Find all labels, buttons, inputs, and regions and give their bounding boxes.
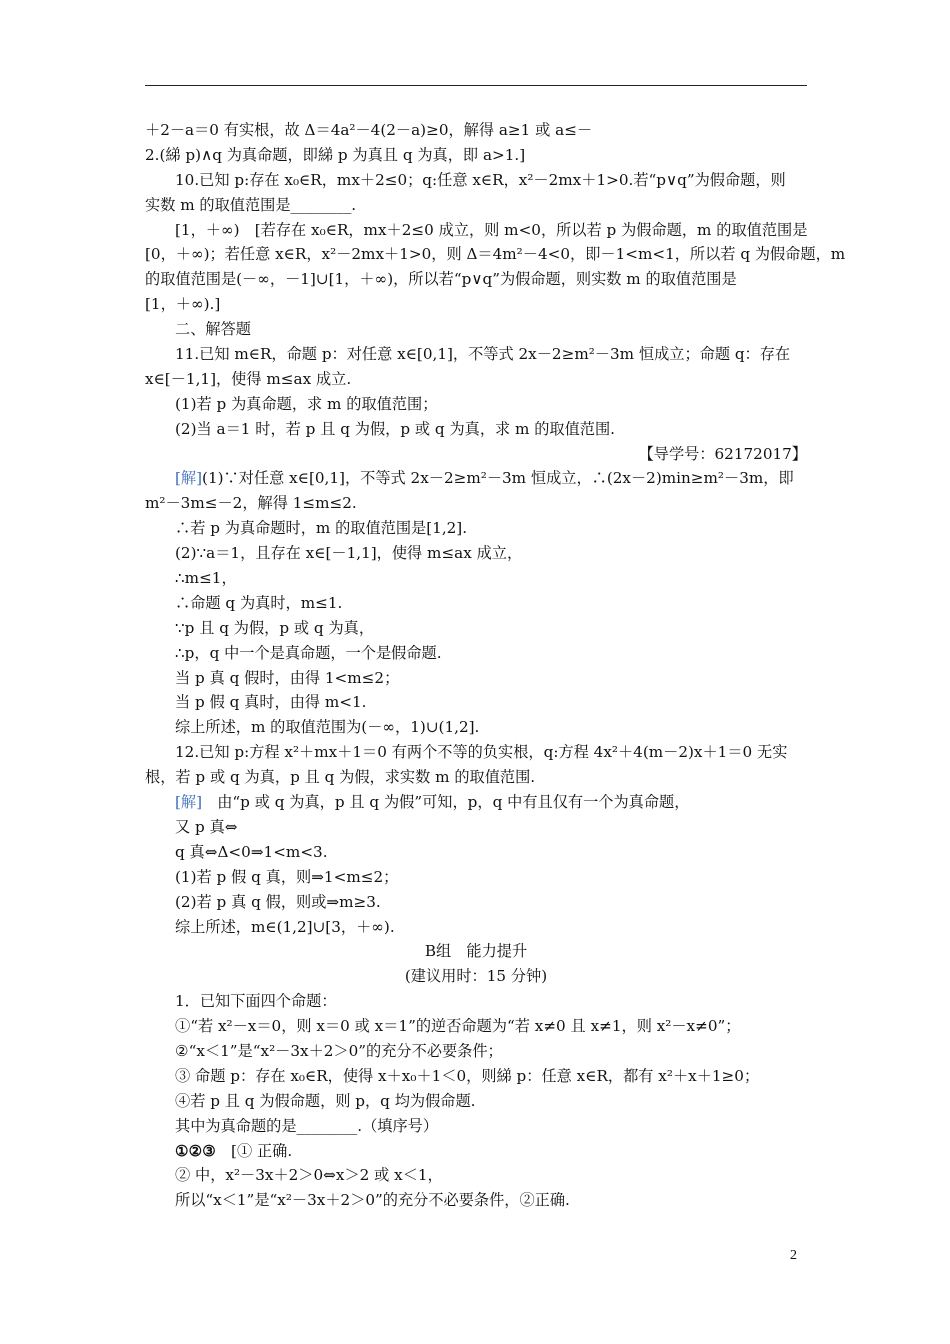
line-text: 综上所述，m 的取值范围为(－∞，1)∪(1,2]. (175, 718, 480, 737)
text-line (145, 1089, 807, 1114)
text-line (145, 168, 807, 193)
text-line (145, 765, 807, 790)
line-text: B组 能力提升 (424, 942, 528, 961)
line-text: 1．已知下面四个命题： (175, 992, 337, 1011)
line-text: [1，＋∞).] (145, 295, 221, 314)
line-text: ∴p，q 中一个是真命题，一个是假命题. (175, 643, 442, 662)
text-line (145, 666, 807, 691)
text-line (145, 367, 807, 392)
page-number: 2 (790, 1248, 797, 1263)
text-line (145, 442, 807, 467)
line-text: 2.(綈 p)∧q 为真命题，即綈 p 为真且 q 为真，即 a>1.] (145, 145, 526, 164)
line-text: q 真⇔Δ<0⇒1<m<3. (175, 842, 328, 861)
line-text: 根，若 p 或 q 为真，p 且 q 为假，求实数 m 的取值范围. (145, 768, 536, 787)
text-line (145, 193, 807, 218)
text-line (145, 118, 807, 143)
line-text: 其中为真命题的是________.（填序号） (175, 1116, 439, 1135)
line-text: ∴若 p 为真命题时，m 的取值范围是[1,2]. (175, 519, 468, 538)
line-text: 综上所述，m∈(1,2]∪[3，＋∞). (175, 917, 395, 936)
text-line (145, 815, 807, 840)
line-text: (1)若 p 为真命题，求 m 的取值范围； (175, 394, 438, 413)
line-text: ∴命题 q 为真时，m≤1. (175, 593, 343, 612)
line-text: ∴m≤1， (175, 569, 237, 588)
line-text: (2)∵a＝1，且存在 x∈[－1,1]，使得 m≤ax 成立， (175, 544, 523, 563)
solution-tag: [解] (175, 793, 203, 812)
line-text: m²－3m≤－2，解得 1≤m≤2. (145, 494, 357, 513)
header-rule (145, 85, 807, 86)
line-text: ③ 命题 p：存在 x₀∈R，使得 x＋x₀＋1＜0，则綈 p：任意 x∈R，都有 x²＋x＋1≥0； (175, 1066, 760, 1085)
line-text: 又 p 真⇔ (175, 817, 238, 836)
text-line (145, 342, 807, 367)
text-line (145, 939, 807, 964)
text-line (145, 491, 807, 516)
text-line (145, 1014, 807, 1039)
line-text: 实数 m 的取值范围是________. (145, 195, 357, 214)
line-text: 10.已知 p:存在 x₀∈R，mx＋2≤0；q:任意 x∈R，x²－2mx＋1>0.若“p∨q”为假命题，则 (175, 170, 786, 189)
line-text: ∵p 且 q 为假，p 或 q 为真， (175, 618, 375, 637)
line-text: (1)若 p 假 q 真，则⇒1<m≤2； (175, 867, 399, 886)
line-text: [① 正确. (215, 1141, 293, 1160)
line-text: (2)当 a＝1 时，若 p 且 q 为假，p 或 q 为真，求 m 的取值范围. (175, 419, 616, 438)
line-text: x∈[－1,1]，使得 m≤ax 成立. (145, 369, 352, 388)
text-line (145, 740, 807, 765)
text-line (145, 143, 807, 168)
text-line (145, 641, 807, 666)
text-line (145, 715, 807, 740)
answer-bold: ①②③ (175, 1141, 216, 1160)
text-line (145, 989, 807, 1014)
text-line (145, 840, 807, 865)
text-line (145, 541, 807, 566)
line-text: (2)若 p 真 q 假，则或⇒m≥3. (175, 892, 381, 911)
solution-tag: [解] (175, 469, 203, 488)
line-text: 当 p 假 q 真时，由得 m<1. (175, 693, 367, 712)
text-line (145, 1139, 807, 1164)
line-text: [1，＋∞) [若存在 x₀∈R，mx＋2≤0 成立，则 m<0，所以若 p 为假命题，m 的取值范围是 (175, 220, 808, 239)
document-body (145, 118, 846, 1213)
line-text: 的取值范围是(－∞，－1]∪[1，＋∞)，所以若“p∨q”为假命题，则实数 m 的取值范围是 (145, 270, 737, 289)
text-line (145, 690, 807, 715)
text-line (145, 392, 807, 417)
line-text: (建议用时：15 分钟) (404, 967, 548, 986)
text-line (145, 865, 807, 890)
line-text: ①“若 x²－x＝0，则 x＝0 或 x＝1”的逆否命题为“若 x≠0 且 x≠1，则 x²－x≠0”； (175, 1017, 741, 1036)
text-line (145, 566, 807, 591)
line-text: 【导学号：62172017】 (638, 444, 807, 463)
text-line (145, 267, 807, 292)
text-line (145, 417, 807, 442)
line-text: (1)∵对任意 x∈[0,1]，不等式 2x－2≥m²－3m 恒成立，∴(2x－2)min≥m²－3m，即 (202, 469, 794, 488)
line-text: ④若 p 且 q 为假命题，则 p，q 均为假命题. (175, 1091, 476, 1110)
text-line (145, 1163, 807, 1188)
line-text: ＋2－a＝0 有实根，故 Δ＝4a²－4(2－a)≥0，解得 a≥1 或 a≤－ (145, 121, 593, 139)
line-text: [0，＋∞)；若任意 x∈R，x²－2mx＋1>0，则 Δ＝4m²－4<0，即－1<m<1，所以若 q 为假命题，m (145, 245, 846, 264)
text-line (145, 242, 846, 267)
text-line (145, 516, 807, 541)
line-text: 二、解答题 (175, 320, 251, 339)
text-line (145, 466, 807, 491)
line-text: 由“p 或 q 为真，p 且 q 为假”可知，p，q 中有且仅有一个为真命题， (202, 793, 690, 812)
line-text: 11.已知 m∈R，命题 p：对任意 x∈[0,1]，不等式 2x－2≥m²－3m 恒成立；命题 q：存在 (175, 345, 791, 364)
line-text: 所以“x＜1”是“x²－3x＋2＞0”的充分不必要条件，②正确. (175, 1191, 570, 1210)
text-line (145, 1064, 807, 1089)
line-text: ② 中，x²－3x＋2＞0⇔x＞2 或 x＜1， (175, 1166, 443, 1185)
line-text: ②“x＜1”是“x²－3x＋2＞0”的充分不必要条件； (175, 1041, 503, 1060)
text-line (145, 890, 807, 915)
text-line (145, 964, 807, 989)
text-line (145, 218, 807, 243)
text-line (145, 1188, 807, 1213)
text-line (145, 591, 807, 616)
text-line (145, 616, 807, 641)
line-text: 12.已知 p:方程 x²＋mx＋1＝0 有两个不等的负实根，q:方程 4x²＋4(m－2)x＋1＝0 无实 (175, 743, 788, 762)
text-line (145, 790, 807, 815)
text-line (145, 292, 807, 317)
text-line (145, 317, 807, 342)
text-line (145, 1114, 807, 1139)
text-line (145, 915, 807, 940)
line-text: 当 p 真 q 假时，由得 1<m≤2； (175, 668, 400, 687)
text-line (145, 1039, 807, 1064)
